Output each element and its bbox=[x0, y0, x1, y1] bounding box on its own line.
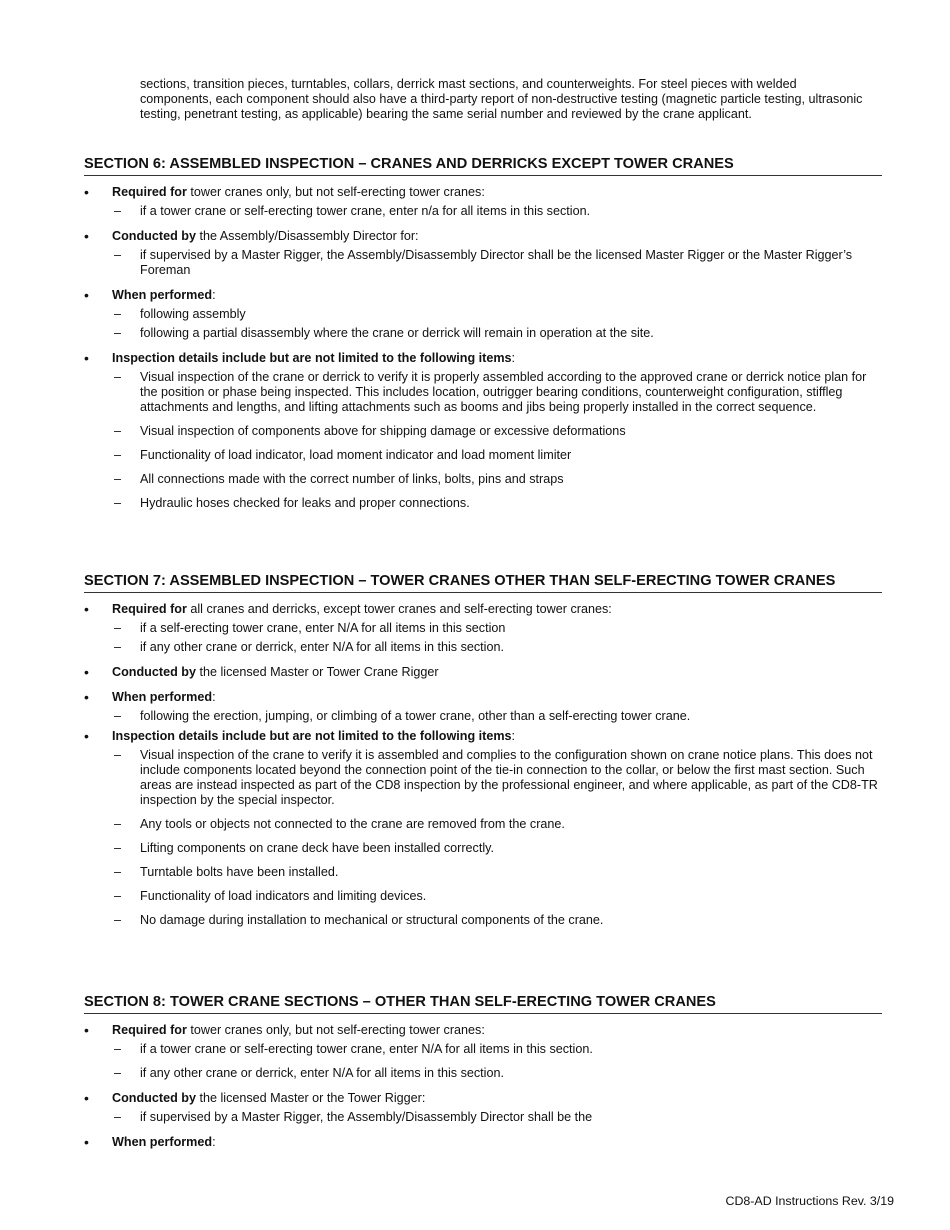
bullet-icon: • bbox=[84, 689, 89, 705]
dash-icon: – bbox=[114, 709, 122, 723]
dash-icon: – bbox=[114, 472, 122, 486]
dash-icon: – bbox=[114, 817, 122, 831]
intro-paragraph: sections, transition pieces, turntables, collars, derrick mast sections, and counterweights. For steel pieces with welded components, each component should also have a third-party report of non-destructive testing (magnetic particle testing, ultrasonic testing, penetrant testing, as applicable) bearing the same serial number and reviewed by the crane applicant. bbox=[140, 77, 863, 121]
dash-icon: – bbox=[114, 1042, 122, 1056]
bullet-icon: • bbox=[84, 1134, 89, 1150]
list-item: – if a self-erecting tower crane, enter N/A for all items in this section bbox=[114, 621, 506, 635]
section-6 bbox=[84, 155, 882, 511]
bullet-icon: • bbox=[84, 1022, 89, 1038]
details-label: Inspection details include but are not limited to the following items bbox=[112, 729, 512, 743]
dash-icon: – bbox=[114, 913, 122, 927]
section-6-required bbox=[84, 185, 882, 219]
page-footer: CD8-AD Instructions Rev. 3/19 bbox=[725, 1194, 894, 1208]
list-item: – Visual inspection of the crane to verify it is assembled and complies to the configuration shown on crane notice plans. This does not include components located beyond the connection point of the tie-in connection to the collar, or below the first mast section. Such areas are instead inspected as part of the CD8 inspection by the professional engineer, and where applicable, as part of the CD8-TR inspection by the special inspector. bbox=[114, 748, 878, 807]
dash-icon: – bbox=[114, 248, 122, 262]
dash-icon: – bbox=[114, 841, 122, 855]
section-8-title: SECTION 8: TOWER CRANE SECTIONS – OTHER THAN SELF-ERECTING TOWER CRANES bbox=[84, 993, 882, 1014]
section-7-title: SECTION 7: ASSEMBLED INSPECTION – TOWER CRANES OTHER THAN SELF-ERECTING TOWER CRANES bbox=[84, 572, 882, 593]
list-item: – if supervised by a Master Rigger, the Assembly/Disassembly Director shall be the bbox=[114, 1110, 593, 1124]
conducted-text: the Assembly/Disassembly Director for: bbox=[195, 229, 419, 243]
dash-icon: – bbox=[114, 326, 122, 340]
list-item: – Lifting components on crane deck have been installed correctly. bbox=[114, 841, 494, 855]
bullet-icon: • bbox=[84, 1090, 89, 1106]
list-item: – Visual inspection of components above for shipping damage or excessive deformations bbox=[114, 424, 626, 438]
list-item: – following the erection, jumping, or climbing of a tower crane, other than a self-erecting tower crane. bbox=[114, 709, 691, 723]
list-item: – Visual inspection of the crane or derrick to verify it is properly assembled according to the approved crane or derrick notice plan for the position or phase being inspected. This includes location, outrigger bearing conditions, counterweight configuration, stiffleg attachments and lengths, and lifting attachments such as booms and jibs being properly installed in the correct sequence. bbox=[114, 370, 867, 414]
section-6-list bbox=[84, 185, 882, 511]
list-item: – if a tower crane or self-erecting tower crane, enter n/a for all items in this section. bbox=[114, 204, 591, 218]
section-6-title: SECTION 6: ASSEMBLED INSPECTION – CRANES AND DERRICKS EXCEPT TOWER CRANES bbox=[84, 155, 882, 176]
dash-icon: – bbox=[114, 496, 122, 510]
list-item: – Turntable bolts have been installed. bbox=[114, 865, 339, 879]
bullet-icon: • bbox=[84, 287, 89, 303]
when-label: When performed bbox=[112, 288, 213, 302]
bullet-icon: • bbox=[84, 228, 89, 244]
bullet-icon: • bbox=[84, 350, 89, 366]
list-item: – Any tools or objects not connected to the crane are removed from the crane. bbox=[114, 817, 565, 831]
list-item: – All connections made with the correct number of links, bolts, pins and straps bbox=[114, 472, 564, 486]
dash-icon: – bbox=[114, 1066, 122, 1080]
list-item: – following a partial disassembly where the crane or derrick will remain in operation at the site. bbox=[114, 326, 654, 340]
list-item: – No damage during installation to mechanical or structural components of the crane. bbox=[114, 913, 604, 927]
conducted-label: Conducted by bbox=[112, 1091, 196, 1105]
section-8-when: • When performed: bbox=[84, 1134, 216, 1150]
dash-icon: – bbox=[114, 621, 122, 635]
dash-icon: – bbox=[114, 1110, 122, 1124]
section-7-when: • When performed: – following the erection, jumping, or climbing of a tower crane, other than a self-erecting tower crane. bbox=[84, 690, 882, 724]
section-8-conducted: • Conducted by the licensed Master or the Tower Rigger: – if supervised by a Master Rigger, the Assembly/Disassembly Director shall be the bbox=[84, 1091, 882, 1125]
dash-icon: – bbox=[114, 204, 122, 218]
when-label: When performed bbox=[112, 690, 213, 704]
dash-icon: – bbox=[114, 889, 122, 903]
list-item: – if a tower crane or self-erecting tower crane, enter N/A for all items in this section. bbox=[114, 1042, 593, 1056]
dash-icon: – bbox=[114, 370, 122, 384]
list-item: – if any other crane or derrick, enter N/A for all items in this section. bbox=[114, 640, 504, 654]
section-6-conducted bbox=[84, 229, 882, 278]
section-7-conducted: • Conducted by the licensed Master or Tower Crane Rigger bbox=[84, 664, 439, 680]
dash-icon: – bbox=[114, 307, 122, 321]
dash-icon: – bbox=[114, 448, 122, 462]
section-8-list bbox=[84, 1023, 882, 1150]
section-8 bbox=[84, 993, 882, 1150]
section-7-required: • Required for all cranes and derricks, except tower cranes and self-erecting tower cranes: – if a self-erecting tower crane, enter N/A for all items in this section – if any other crane or derrick, enter N/A for all items in this section. bbox=[84, 602, 882, 655]
section-6-details: • Inspection details include but are not limited to the following items: – Visual inspection of the crane or derrick to verify it is properly assembled according to the approved crane or derrick notice plan for the position or phase being inspected. This includes location, outrigger bearing conditions, counterweight configuration, stiffleg attachments and lengths, and lifting attachments such as booms and jibs being properly installed in the correct sequence. – Visual inspection of components above for shipping damage or excessive deformations – Functionality of load indicator, load moment indicator and load moment limiter – All connections made with the correct number of links, bolts, pins and straps – Hydraulic hoses checked for leaks and proper connections. bbox=[84, 351, 882, 511]
section-8-required: • Required for tower cranes only, but not self-erecting tower cranes: – if a tower crane or self-erecting tower crane, enter N/A for all items in this section. – if any other crane or derrick, enter N/A for all items in this section. bbox=[84, 1023, 882, 1081]
bullet-icon: • bbox=[84, 184, 89, 200]
conducted-label: Conducted by bbox=[112, 229, 196, 243]
section-7 bbox=[84, 572, 882, 928]
section-7-details: • Inspection details include but are not limited to the following items: – Visual inspection of the crane to verify it is assembled and complies to the configuration shown on crane notice plans. This does not include components located beyond the connection point of the tie-in connection to the collar, or below the first mast section. Such areas are instead inspected as part of the CD8 inspection by the professional engineer, and where applicable, as part of the CD8-TR inspection by the special inspector. – Any tools or objects not connected to the crane are removed from the crane. – Lifting components on crane deck have been installed correctly. – Turntable bolts have been installed. – Functionality of load indicators and limiting devices. – No damage during installation to mechanical or structural components of the crane. bbox=[84, 729, 882, 928]
bullet-icon: • bbox=[84, 601, 89, 617]
conducted-label: Conducted by bbox=[112, 665, 196, 679]
dash-icon: – bbox=[114, 865, 122, 879]
list-item: – if supervised by a Master Rigger, the Assembly/Disassembly Director shall be the licensed Master Rigger or the Master Rigger’s Foreman bbox=[114, 248, 853, 277]
bullet-icon: • bbox=[84, 728, 89, 744]
dash-icon: – bbox=[114, 748, 122, 762]
list-item: – following assembly bbox=[114, 307, 246, 321]
section-7-list bbox=[84, 602, 882, 928]
list-item: – if any other crane or derrick, enter N/A for all items in this section. bbox=[114, 1066, 504, 1080]
dash-icon: – bbox=[114, 640, 122, 654]
required-label: Required for bbox=[112, 1023, 187, 1037]
list-item: – Functionality of load indicator, load moment indicator and load moment limiter bbox=[114, 448, 572, 462]
list-item: – Hydraulic hoses checked for leaks and proper connections. bbox=[114, 496, 470, 510]
bullet-icon: • bbox=[84, 664, 89, 680]
list-item: – Functionality of load indicators and limiting devices. bbox=[114, 889, 427, 903]
required-label: Required for bbox=[112, 185, 187, 199]
details-label: Inspection details include but are not limited to the following items bbox=[112, 351, 512, 365]
section-6-when: • When performed: – following assembly – following a partial disassembly where the crane or derrick will remain in operation at the site. bbox=[84, 288, 882, 341]
when-label: When performed bbox=[112, 1135, 213, 1149]
dash-icon: – bbox=[114, 424, 122, 438]
required-text: tower cranes only, but not self-erecting tower cranes: bbox=[186, 185, 485, 199]
required-label: Required for bbox=[112, 602, 187, 616]
